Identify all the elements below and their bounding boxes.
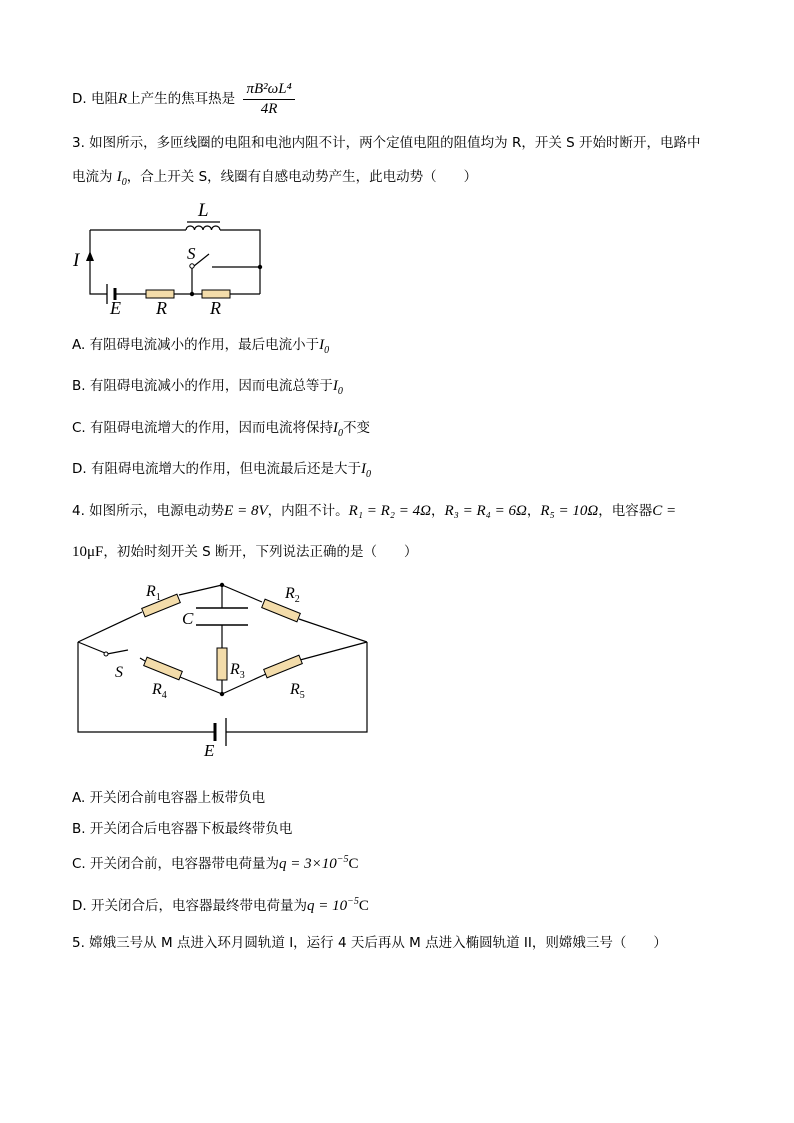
r5-value: R₅ = 10Ω [540, 503, 599, 519]
stem-text: 电流为 [72, 169, 113, 185]
current-i0 [116, 169, 127, 188]
current-symbol: I [116, 169, 122, 185]
option-label: C. [72, 420, 86, 436]
emf-value: E = 8V [224, 503, 268, 519]
current-subscript: 0 [121, 177, 127, 188]
option-text: 开关闭合前电容器上板带负电 [89, 790, 266, 806]
capacitor-symbol: C = [652, 503, 677, 519]
q3-option-c [72, 416, 370, 439]
formula-base: q = 3×10 [279, 856, 337, 872]
q4-option-d [72, 894, 369, 915]
formula-exponent: −5 [336, 854, 349, 865]
q3-stem-line-2 [72, 165, 477, 188]
resistor-1 [146, 290, 174, 298]
label-l: L [198, 200, 209, 221]
q2-option-d [72, 80, 295, 118]
option-label: D. [72, 91, 87, 107]
stem-text: ，电容器 [598, 503, 653, 519]
charge-formula [279, 856, 349, 872]
stem-text: 4. 如图所示，电源电动势 [72, 503, 225, 519]
current-i0 [360, 461, 371, 480]
current-subscript: 0 [337, 386, 343, 397]
inductor-coil [186, 222, 220, 230]
label-r5: $R_5$ [290, 681, 305, 701]
option-tail: 不变 [343, 420, 371, 436]
capacitance-value: 10μF [72, 544, 104, 560]
label-r1: R [156, 298, 167, 316]
current-i0 [332, 378, 343, 397]
stem-text: ，合上开关 S，线圈有自感电动势产生，此电动势（ ） [126, 169, 478, 185]
option-label: A. [72, 790, 86, 806]
q3-circuit-diagram [70, 196, 270, 316]
label-i: I [73, 250, 80, 271]
current-arrow-icon [86, 251, 94, 261]
q4-option-a [72, 786, 265, 806]
option-text: 有阻碍电流增大的作用，但电流最后还是大于 [90, 461, 361, 477]
resistor-r3 [217, 648, 227, 680]
battery-symbol [215, 718, 226, 746]
option-text: 有阻碍电流减小的作用，最后电流小于 [89, 337, 320, 353]
capacitor-c [196, 608, 248, 625]
label-e: E [204, 741, 215, 760]
current-subscript: 0 [338, 428, 344, 439]
current-symbol: I [319, 337, 325, 353]
fraction-denominator: 4R [260, 101, 278, 117]
q5-stem: 5. 嫦娥三号从 M 点进入环月圆轨道 I，运行 4 天后再从 M 点进入椭圆轨道 II，则嫦娥三号（ ） [72, 935, 667, 951]
current-symbol: I [360, 461, 366, 477]
junction-dot [220, 692, 224, 696]
q3-option-d [72, 457, 371, 480]
junction-dot [220, 583, 224, 587]
option-text: 开关闭合后电容器下板最终带负电 [89, 821, 293, 837]
label-r3: $R_3$ [230, 661, 245, 681]
q4-option-c [72, 852, 359, 873]
option-label: A. [72, 337, 86, 353]
option-label: B. [72, 378, 86, 394]
option-text: 有阻碍电流减小的作用，因而电流总等于 [89, 378, 333, 394]
current-subscript: 0 [324, 345, 330, 356]
label-c: C [182, 609, 194, 628]
label-s: S [187, 244, 196, 263]
variable-r: R [117, 91, 128, 107]
current-i0 [333, 420, 344, 439]
charge-formula [307, 898, 359, 914]
label-r2: $R_2$ [285, 585, 300, 605]
resistor-r4 [144, 657, 183, 680]
switch-contact [190, 264, 194, 268]
junction-dot [258, 265, 262, 269]
r3-r4-value: R₃ = R₄ = 6Ω [444, 503, 527, 519]
current-symbol: I [332, 378, 338, 394]
resistor-2 [202, 290, 230, 298]
formula-exponent: −5 [347, 896, 359, 907]
label-s: S [115, 664, 123, 681]
unit-coulomb: C [348, 856, 359, 872]
label-r1: $R_1$ [146, 583, 161, 603]
current-symbol: I [333, 420, 339, 436]
formula-base: q = 10 [306, 898, 348, 914]
option-text-2: 上产生的焦耳热是 [127, 91, 236, 107]
q4-stem-line-1: 4. 如图所示，电源电动势E = 8V，内阻不计。R₁ = R₂ = 4Ω，R₃ = R₄ = 6Ω，R₅ = 10Ω，电容器C = [72, 503, 677, 519]
option-label: D. [72, 461, 87, 477]
option-label: C. [72, 856, 86, 872]
q3-stem-line-1: 3. 如图所示，多匝线圈的电阻和电池内阻不计，两个定值电阻的阻值均为 R，开关 S 开始时断开，电路中 [72, 135, 701, 151]
option-label: D. [72, 898, 87, 914]
current-subscript: 0 [365, 469, 371, 480]
option-text: 开关闭合后，电容器最终带电荷量为 [90, 898, 307, 914]
q4-bridge-circuit-diagram [70, 574, 380, 764]
junction-dot [190, 292, 194, 296]
switch-contact [104, 652, 108, 656]
q3-option-a [72, 333, 329, 356]
option-text: 开关闭合前，电容器带电荷量为 [90, 856, 280, 872]
current-i0 [319, 337, 330, 356]
stem-text: ，初始时刻开关 S 断开，下列说法正确的是（ ） [103, 544, 418, 560]
option-text: 电阻 [90, 91, 118, 107]
r1-r2-value: R₁ = R₂ = 4Ω [348, 503, 431, 519]
option-label: B. [72, 821, 86, 837]
option-text: 有阻碍电流增大的作用，因而电流将保持 [90, 420, 334, 436]
joule-heat-fraction [243, 80, 294, 118]
q4-option-b [72, 817, 292, 837]
resistor-r5 [264, 655, 303, 678]
unit-coulomb: C [358, 898, 369, 914]
q3-option-b [72, 374, 343, 397]
stem-text: ，内阻不计。 [267, 503, 349, 519]
label-e: E [110, 298, 121, 316]
label-r2: R [210, 298, 221, 316]
fraction-numerator: πB²ωL⁴ [243, 80, 294, 100]
q4-stem-line-2 [72, 540, 418, 561]
label-r4: $R_4$ [152, 681, 167, 701]
